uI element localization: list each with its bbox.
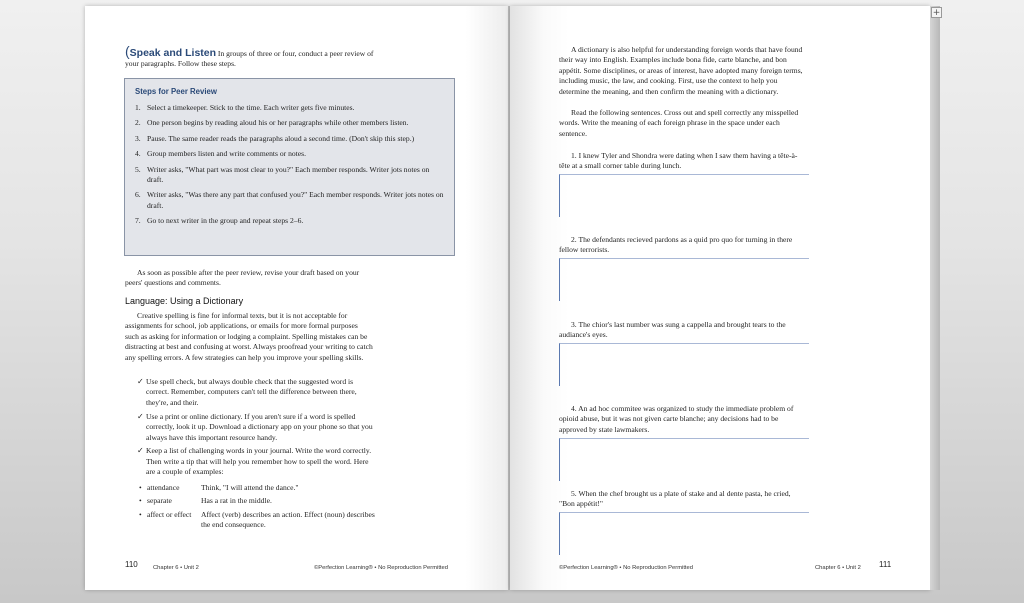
peer-review-step	[135, 103, 445, 113]
check-item-text: Use a print or online dictionary. If you aren't sure if a word is spelled correctly, look it up. Download a dictionary app on your phone so that you always have this important resource handy.	[146, 411, 373, 442]
step-text: Writer asks, "Was there any part that confused you?" Each member responds. Writer jots notes on draft.	[147, 190, 444, 210]
check-item	[137, 412, 373, 443]
after-peer-paragraph: As soon as possible after the peer review, revise your draft based on your peers' questions and comments.	[125, 268, 360, 288]
copyright-footer-right: ©Perfection Learning® • No Reproduction Permitted	[559, 565, 693, 571]
checkmark-icon: ✓	[137, 411, 144, 421]
step-text: Select a timekeeper. Stick to the time. Each writer gets five minutes.	[147, 103, 355, 112]
spelling-example	[139, 496, 375, 506]
spelling-examples	[139, 483, 375, 534]
example-word: affect or effect	[147, 509, 192, 519]
steps-box	[124, 78, 455, 256]
peer-review-step	[135, 118, 445, 128]
step-text: Pause. The same reader reads the paragraphs aloud a second time. (Don't skip this step.)	[147, 133, 415, 143]
step-number: 5.	[135, 164, 141, 174]
peer-review-step	[135, 216, 445, 226]
copyright-footer-left: ©Perfection Learning® • No Reproduction Permitted	[314, 565, 448, 571]
answer-box-5[interactable]	[559, 512, 809, 555]
bullet-icon: •	[139, 483, 142, 492]
bullet-icon: •	[139, 509, 142, 519]
checkmark-icon: ✓	[137, 377, 144, 386]
steps-list	[135, 103, 445, 232]
right-page	[510, 6, 930, 590]
speak-listen-intro	[125, 43, 375, 70]
step-text: Group members listen and write comments or notes.	[147, 149, 307, 159]
check-item-text: Keep a list of challenging words in your journal. Write the word correctly. Then write a tip that will help you remember how to spell the word. Here are a couple of examples:	[146, 446, 372, 477]
foreign-words-paragraph: A dictionary is also helpful for understanding foreign words that have found their way into English. Examples include bona fide, carte blanche, and bon appétit. Some disciplines, or areas of interest, have adopted many foreign terms, including music, the law, and cooking. First, use the context to help you determine the meaning, and then confirm the meaning with a dictionary.	[559, 45, 803, 96]
example-word: attendance	[147, 483, 180, 492]
step-number: 6.	[135, 190, 141, 200]
instructions-paragraph: Read the following sentences. Cross out and spell correctly any misspelled words. Write the meaning of each foreign phrase in the space under each sentence.	[559, 108, 799, 138]
peer-review-step	[135, 165, 445, 186]
intro-text: In groups of three or four, conduct a peer review of your paragraphs. Follow these steps.	[125, 49, 374, 69]
example-tip: Affect (verb) describes an action. Effect (noun) describes the end consequence.	[201, 509, 375, 530]
spelling-example	[139, 510, 375, 531]
language-heading: Language: Using a Dictionary	[125, 296, 244, 306]
peer-review-step	[135, 190, 445, 211]
step-text: Go to next writer in the group and repeat steps 2–6.	[147, 216, 304, 226]
left-page	[85, 6, 508, 590]
page-number-right: 111	[879, 560, 892, 569]
expand-button[interactable]: +	[932, 8, 941, 18]
viewer-scroll-edge[interactable]	[930, 6, 940, 590]
check-item	[137, 446, 373, 477]
answer-box-3[interactable]	[559, 343, 809, 386]
bullet-icon: •	[139, 496, 142, 506]
chapter-footer-left: Chapter 6 • Unit 2	[153, 565, 199, 571]
steps-title: Steps for Peer Review	[135, 87, 217, 96]
check-list	[137, 377, 373, 481]
question-4: 4. An ad hoc commitee was organized to study the immediate problem of opioid abuse, but it was not given carte blanche; any decisions had to be approved by state lawmakers.	[559, 404, 794, 434]
answer-box-1[interactable]	[559, 174, 809, 217]
step-number: 7.	[135, 216, 141, 226]
step-number: 4.	[135, 149, 141, 159]
question-2: 2. The defendants recieved pardons as a quid pro quo for turning in there fellow terrorists.	[559, 235, 793, 255]
step-text: Writer asks, "What part was most clear to you?" Each member responds. Writer jots notes on draft.	[147, 164, 430, 185]
step-number: 1.	[135, 103, 141, 112]
checkmark-icon: ✓	[137, 446, 144, 456]
check-item	[137, 377, 373, 408]
check-item-text: Use spell check, but always double check that the suggested word is correct. Remember, computers can't tell the difference between there, they're, and their.	[146, 377, 357, 407]
spelling-example	[139, 483, 375, 493]
step-number: 2.	[135, 118, 141, 128]
page-number-left: 110	[125, 560, 138, 569]
peer-review-step	[135, 134, 445, 144]
answer-box-2[interactable]	[559, 258, 809, 301]
example-tip: Think, "I will attend the dance."	[201, 483, 299, 492]
speak-listen-label: (Speak and Listen	[125, 43, 217, 59]
language-paragraph: Creative spelling is fine for informal texts, but it is not acceptable for assignments for school, job applications, or emails for more formal purposes such as asking for information or lodging a complaint. Spelling mistakes can be distracting at best and confusing at worst. Always proofread your writing to catch any spelling errors. A few strategies can help you improve your spelling skills.	[125, 311, 373, 362]
answer-box-4[interactable]	[559, 438, 809, 481]
question-1: 1. I knew Tyler and Shondra were dating when I saw them having a tête-à-tête at a small corner table during lunch.	[559, 151, 798, 171]
question-3: 3. The chior's last number was sung a cappella and brought tears to the audiance's eyes.	[559, 320, 786, 340]
question-5: 5. When the chef brought us a plate of stake and al dente pasta, he cried, "Bon appétit!"	[559, 489, 791, 509]
step-text: One person begins by reading aloud his or her paragraphs while other members listen.	[147, 118, 409, 128]
example-tip: Has a rat in the middle.	[201, 496, 272, 506]
step-number: 3.	[135, 133, 141, 143]
peer-review-step	[135, 149, 445, 159]
chapter-footer-right: Chapter 6 • Unit 2	[815, 565, 861, 571]
example-word: separate	[147, 496, 172, 506]
